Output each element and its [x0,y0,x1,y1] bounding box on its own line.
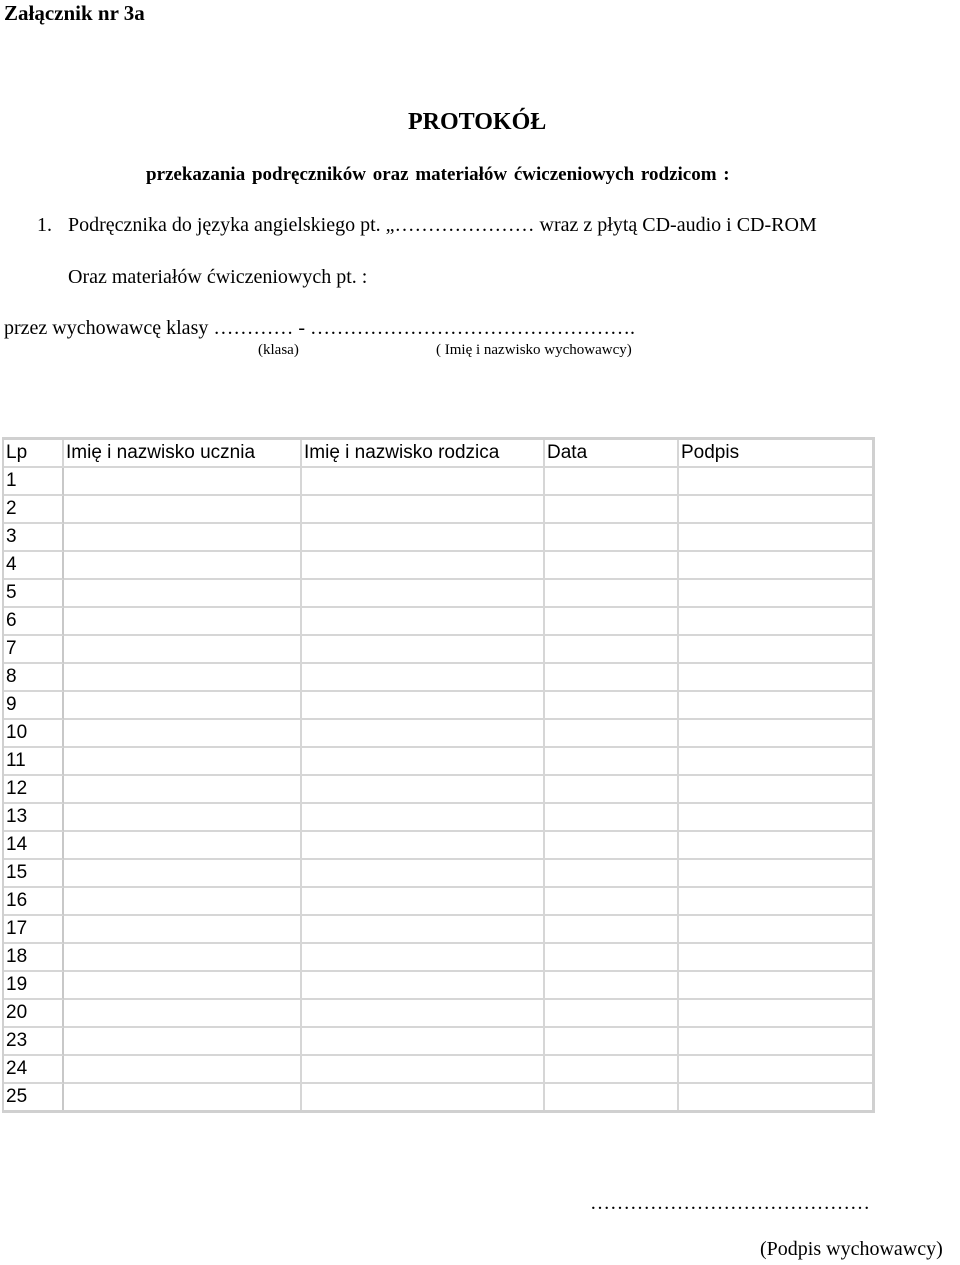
date-cell[interactable] [545,692,679,720]
row-number-cell: 1 [4,468,64,496]
student-name-cell[interactable] [64,1084,302,1110]
student-name-cell[interactable] [64,1028,302,1056]
signature-line: …………………………………… [590,1192,870,1214]
student-name-cell[interactable] [64,580,302,608]
table-row [4,692,872,720]
date-cell[interactable] [545,524,679,552]
student-name-cell[interactable] [64,916,302,944]
row-number-cell: 4 [4,552,64,580]
parent-name-cell[interactable] [302,972,545,1000]
signature-cell[interactable] [679,524,872,552]
date-cell[interactable] [545,888,679,916]
table-row [4,916,872,944]
parent-name-cell[interactable] [302,1084,545,1110]
row-number-cell: 13 [4,804,64,832]
parent-name-cell[interactable] [302,580,545,608]
handover-table [2,437,875,1113]
date-cell[interactable] [545,1056,679,1084]
signature-cell[interactable] [679,608,872,636]
table-row [4,720,872,748]
signature-cell[interactable] [679,776,872,804]
parent-name-cell[interactable] [302,552,545,580]
student-name-cell[interactable] [64,832,302,860]
table-row [4,776,872,804]
table-row [4,1028,872,1056]
signature-cell[interactable] [679,804,872,832]
table-row [4,832,872,860]
signature-cell[interactable] [679,468,872,496]
date-cell[interactable] [545,608,679,636]
signature-cell[interactable] [679,664,872,692]
row-number-cell: 18 [4,944,64,972]
parent-name-cell[interactable] [302,748,545,776]
table-row [4,1000,872,1028]
signature-cell[interactable] [679,860,872,888]
signature-cell[interactable] [679,552,872,580]
date-cell[interactable] [545,860,679,888]
textbook-line [37,214,817,237]
date-cell[interactable] [545,468,679,496]
header-date: Data [545,440,679,468]
date-cell[interactable] [545,664,679,692]
parent-name-cell[interactable] [302,636,545,664]
signature-cell[interactable] [679,580,872,608]
table-row [4,748,872,776]
date-cell[interactable] [545,944,679,972]
student-name-cell[interactable] [64,468,302,496]
date-cell[interactable] [545,776,679,804]
date-cell[interactable] [545,748,679,776]
student-name-cell[interactable] [64,720,302,748]
parent-name-cell[interactable] [302,720,545,748]
row-number-cell: 7 [4,636,64,664]
signature-cell[interactable] [679,916,872,944]
row-number-cell: 11 [4,748,64,776]
row-number-cell: 19 [4,972,64,1000]
parent-name-cell[interactable] [302,664,545,692]
header-parent-name: Imię i nazwisko rodzica [302,440,545,468]
parent-name-cell[interactable] [302,1028,545,1056]
row-number-cell: 12 [4,776,64,804]
header-signature: Podpis [679,440,872,468]
student-name-cell[interactable] [64,664,302,692]
parent-name-cell[interactable] [302,692,545,720]
table-row [4,664,872,692]
student-name-cell[interactable] [64,1056,302,1084]
parent-name-cell[interactable] [302,524,545,552]
header-lp: Lp [4,440,64,468]
table-body [4,468,872,1110]
parent-name-cell[interactable] [302,608,545,636]
student-name-cell[interactable] [64,496,302,524]
student-name-cell[interactable] [64,804,302,832]
table-row [4,608,872,636]
date-cell[interactable] [545,720,679,748]
row-number-cell: 25 [4,1084,64,1110]
textbook-text: Podręcznika do języka angielskiego pt. „………………… wraz z płytą CD-audio i CD-ROM [68,214,817,236]
row-number-cell: 14 [4,832,64,860]
table-row [4,860,872,888]
document-subtitle: przekazania podręczników oraz materiałów ćwiczeniowych rodzicom : [146,164,730,185]
date-cell[interactable] [545,636,679,664]
parent-name-cell[interactable] [302,776,545,804]
row-number-cell: 9 [4,692,64,720]
signature-cell[interactable] [679,748,872,776]
student-name-cell[interactable] [64,860,302,888]
signature-cell[interactable] [679,496,872,524]
table-row [4,972,872,1000]
signature-label: (Podpis wychowawcy) [760,1238,943,1260]
date-cell[interactable] [545,1000,679,1028]
row-number-cell: 6 [4,608,64,636]
student-name-cell[interactable] [64,748,302,776]
table-row [4,552,872,580]
table-row [4,888,872,916]
student-name-cell[interactable] [64,944,302,972]
row-number-cell: 2 [4,496,64,524]
parent-name-cell[interactable] [302,888,545,916]
row-number-cell: 20 [4,1000,64,1028]
signature-cell[interactable] [679,1056,872,1084]
row-number-cell: 17 [4,916,64,944]
table-row [4,580,872,608]
parent-name-cell[interactable] [302,468,545,496]
signature-cell[interactable] [679,888,872,916]
signature-cell[interactable] [679,692,872,720]
parent-name-cell[interactable] [302,1000,545,1028]
student-name-cell[interactable] [64,636,302,664]
row-number-cell: 3 [4,524,64,552]
table-row [4,804,872,832]
row-number-cell: 24 [4,1056,64,1084]
table-row [4,944,872,972]
parent-name-cell[interactable] [302,944,545,972]
parent-name-cell[interactable] [302,804,545,832]
row-number-cell: 23 [4,1028,64,1056]
row-number-cell: 8 [4,664,64,692]
class-caption: (klasa) [258,342,299,358]
student-name-cell[interactable] [64,776,302,804]
list-number: 1. [37,214,52,236]
date-cell[interactable] [545,496,679,524]
table-row [4,1056,872,1084]
signature-cell[interactable] [679,944,872,972]
signature-cell[interactable] [679,1084,872,1110]
date-cell[interactable] [545,972,679,1000]
signature-cell[interactable] [679,636,872,664]
date-cell[interactable] [545,580,679,608]
row-number-cell: 5 [4,580,64,608]
date-cell[interactable] [545,804,679,832]
student-name-cell[interactable] [64,1000,302,1028]
signature-cell[interactable] [679,1000,872,1028]
date-cell[interactable] [545,1084,679,1110]
table-row [4,496,872,524]
document-title: PROTOKÓŁ [408,109,547,135]
row-number-cell: 10 [4,720,64,748]
date-cell[interactable] [545,832,679,860]
parent-name-cell[interactable] [302,832,545,860]
table-row [4,468,872,496]
student-name-cell[interactable] [64,608,302,636]
date-cell[interactable] [545,1028,679,1056]
row-number-cell: 15 [4,860,64,888]
parent-name-cell[interactable] [302,1056,545,1084]
signature-cell[interactable] [679,720,872,748]
student-name-cell[interactable] [64,972,302,1000]
teacher-line: przez wychowawcę klasy ………… - …………………………………………. [4,317,636,339]
attachment-label: Załącznik nr 3a [4,1,145,25]
table-header-row [4,440,872,468]
parent-name-cell[interactable] [302,916,545,944]
student-name-cell[interactable] [64,524,302,552]
student-name-cell[interactable] [64,888,302,916]
parent-name-cell[interactable] [302,860,545,888]
signature-cell[interactable] [679,972,872,1000]
header-student-name: Imię i nazwisko ucznia [64,440,302,468]
date-cell[interactable] [545,916,679,944]
date-cell[interactable] [545,552,679,580]
student-name-cell[interactable] [64,552,302,580]
signature-cell[interactable] [679,832,872,860]
signature-cell[interactable] [679,1028,872,1056]
teacher-name-caption: ( Imię i nazwisko wychowawcy) [436,342,632,358]
table-row [4,524,872,552]
exercise-materials-line: Oraz materiałów ćwiczeniowych pt. : [68,266,368,288]
table-row [4,636,872,664]
student-name-cell[interactable] [64,692,302,720]
table-row [4,1084,872,1110]
row-number-cell: 16 [4,888,64,916]
parent-name-cell[interactable] [302,496,545,524]
